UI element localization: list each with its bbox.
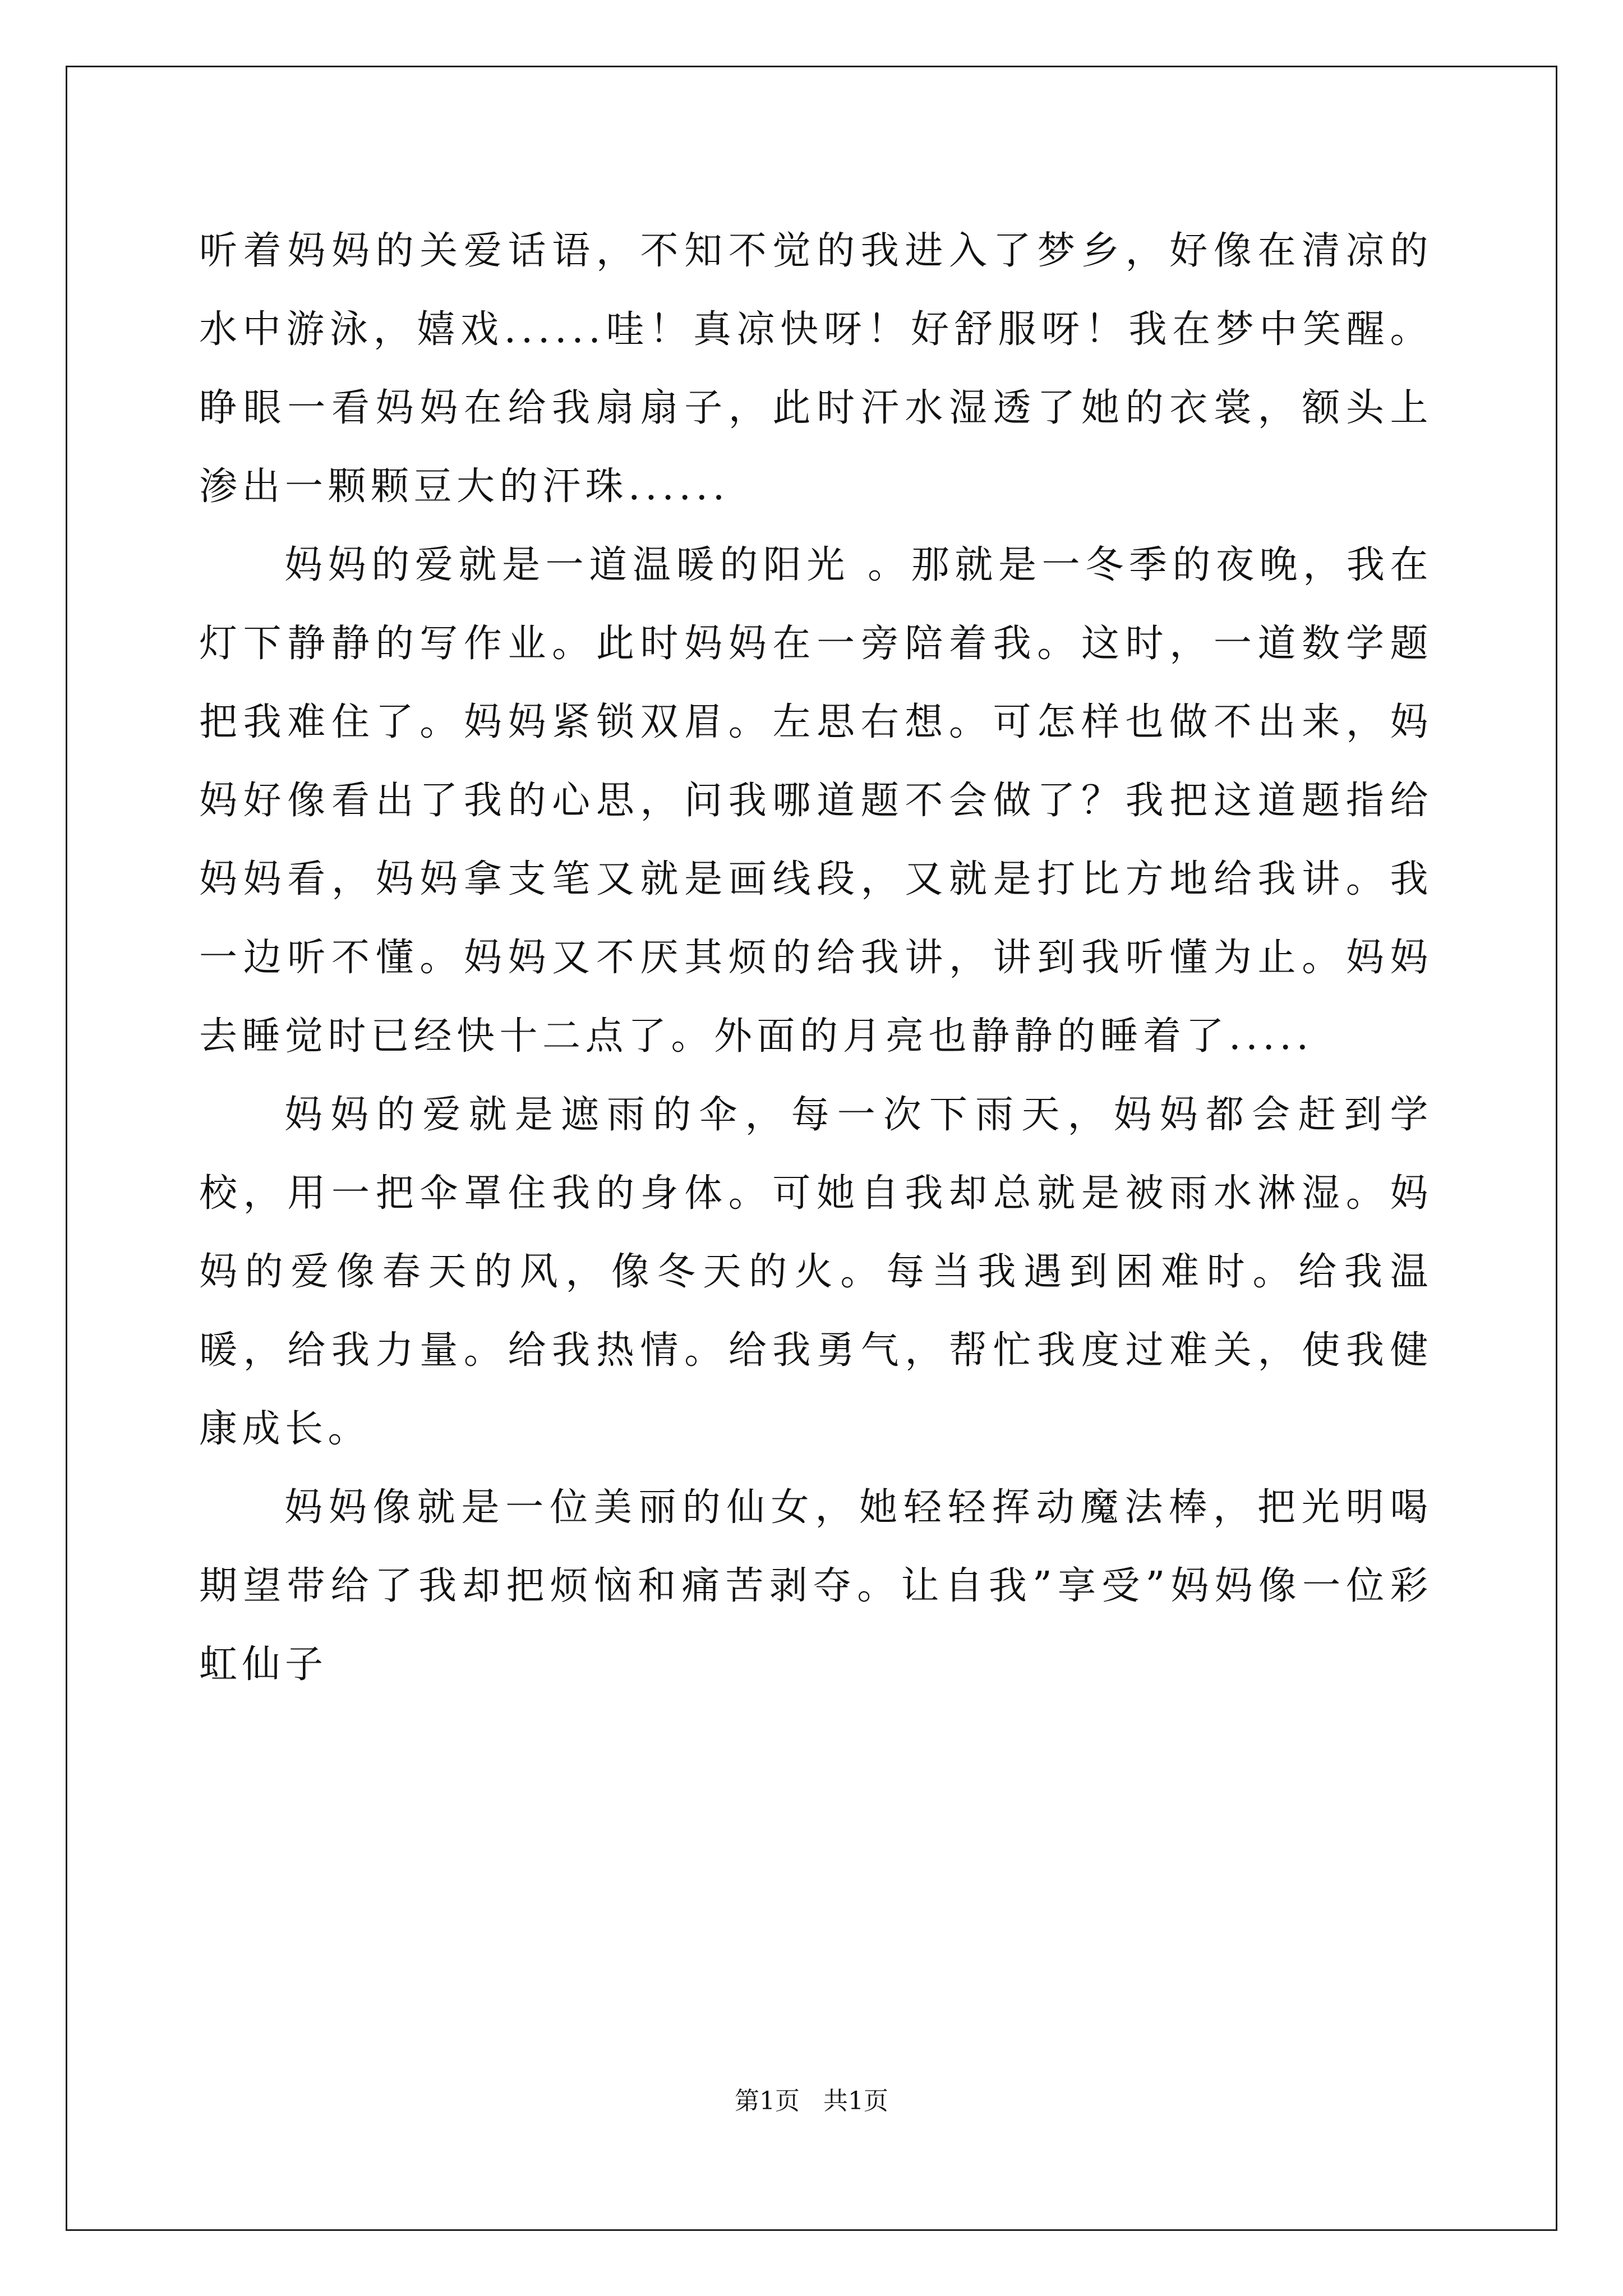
paragraph-1: 听着妈妈的关爱话语，不知不觉的我进入了梦乡，好像在清凉的水中游泳，嬉戏......哇！真凉快呀！好舒服呀！我在梦中笑醒。睁眼一看妈妈在给我扇扇子，此时汗水湿透了她的衣裳，额头上渗出一颗颗豆大的汗珠...... <box>199 229 1433 509</box>
paragraph-3: 妈妈的爱就是遮雨的伞，每一次下雨天，妈妈都会赶到学校，用一把伞罩住我的身体。可她自我却总就是被雨水淋湿。妈妈的爱像春天的风，像冬天的火。每当我遇到困难时。给我温暖，给我力量。给我热情。给我勇气，帮忙我度过难关，使我健康成长。 <box>199 1093 1433 1451</box>
total-pages: 共1页 <box>823 2087 888 2115</box>
document-body <box>199 212 1433 1704</box>
paragraph-4: 妈妈像就是一位美丽的仙女，她轻轻挥动魔法棒，把光明喝期望带给了我却把烦恼和痛苦剥夺。让自我”享受”妈妈像一位彩虹仙子 <box>199 1485 1433 1687</box>
page-footer <box>0 2085 1623 2118</box>
paragraph-2: 妈妈的爱就是一道温暖的阳光 。那就是一冬季的夜晚，我在灯下静静的写作业。此时妈妈在一旁陪着我。这时，一道数学题把我难住了。妈妈紧锁双眉。左思右想。可怎样也做不出来，妈妈好像看出了我的心思，问我哪道题不会做了？我把这道题指给妈妈看，妈妈拿支笔又就是画线段，又就是打比方地给我讲。我一边听不懂。妈妈又不厌其烦的给我讲，讲到我听懂为止。妈妈去睡觉时已经快十二点了。外面的月亮也静静的睡着了..... <box>199 543 1433 1059</box>
page-number: 第1页 <box>735 2087 800 2115</box>
footer-gap <box>800 2087 823 2115</box>
